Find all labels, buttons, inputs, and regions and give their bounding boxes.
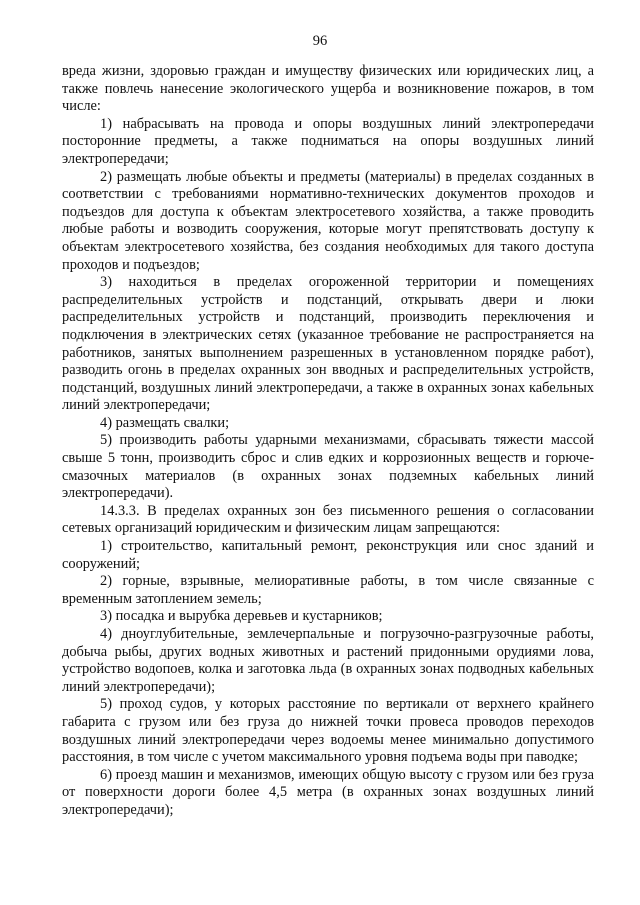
paragraph-section-14-3-3: 14.3.3. В пределах охранных зон без письменного решения о согласовании сетевых организаций юридическим и физическим лицам запрещаются:	[62, 502, 594, 537]
paragraph-item-5: 5) производить работы ударными механизмами, сбрасывать тяжести массой свыше 5 тонн, производить сброс и слив едких и коррозионных веществ и горюче-смазочных материалов (в охранных зонах подземных кабельных линий электропередачи).	[62, 432, 594, 502]
page-number: 96	[312, 33, 328, 49]
paragraph-item-3: 3) находиться в пределах огороженной территории и помещениях распределительных устройств и подстанций, открывать двери и люки распределительных устройств и подстанций, производить переключения и подключения в электрических сетях (указанное требование не распространяется на работников, занятых выполнением разрешенных в установленном порядке работ), разводить огонь в пределах охранных зон вводных и распределительных устройств, подстанций, воздушных линий электропередачи, а также в охранных зонах кабельных линий электропередачи;	[62, 274, 594, 414]
paragraph-list-item-6: 6) проезд машин и механизмов, имеющих общую высоту с грузом или без груза от поверхности дороги более 4,5 метра (в охранных зонах воздушных линий электропередачи);	[62, 766, 594, 818]
paragraph-list-item-1: 1) строительство, капитальный ремонт, реконструкция или снос зданий и сооружений;	[62, 538, 594, 572]
paragraph-item-4: 4) размещать свалки;	[100, 414, 230, 431]
paragraph-list-item-2: 2) горные, взрывные, мелиоративные работы, в том числе связанные с временным затоплением земель;	[62, 573, 594, 607]
paragraph-list-item-4: 4) дноуглубительные, землечерпальные и погрузочно-разгрузочные работы, добыча рыбы, других водных животных и растений придонными орудиями лова, устройство водопоев, колка и заготовка льда (в охранных зонах подводных кабельных линий электропередачи);	[62, 626, 594, 695]
paragraph-item-2: 2) размещать любые объекты и предметы (материалы) в пределах созданных в соответствии с требованиями нормативно-технических документов проходов и подъездов для доступа к объектам электросетевого хозяйства, а также проводить любые работы и возводить сооружения, которые могут препятствовать доступу к объектам электросетевого хозяйства, без создания необходимых для такого доступа проходов и подъездов;	[62, 168, 594, 273]
paragraph-intro: вреда жизни, здоровью граждан и имуществу физических или юридических лиц, а также повлечь нанесение экологического ущерба и возникновение пожаров, в том числе:	[62, 63, 594, 115]
paragraph-list-item-5: 5) проход судов, у которых расстояние по вертикали от верхнего крайнего габарита с грузом или без груза до нижней точки провеса проводов переходов воздушных линий электропередачи через водоемы менее минимально допустимого расстояния, в том числе с учетом максимального уровня подъема воды при паводке;	[62, 696, 594, 766]
paragraph-item-1: 1) набрасывать на провода и опоры воздушных линий электропередачи посторонние предметы, а также подниматься на опоры воздушных линий электропередачи;	[62, 115, 594, 167]
body-text	[62, 63, 594, 820]
paragraph-list-item-3: 3) посадка и вырубка деревьев и кустарников;	[100, 608, 383, 625]
